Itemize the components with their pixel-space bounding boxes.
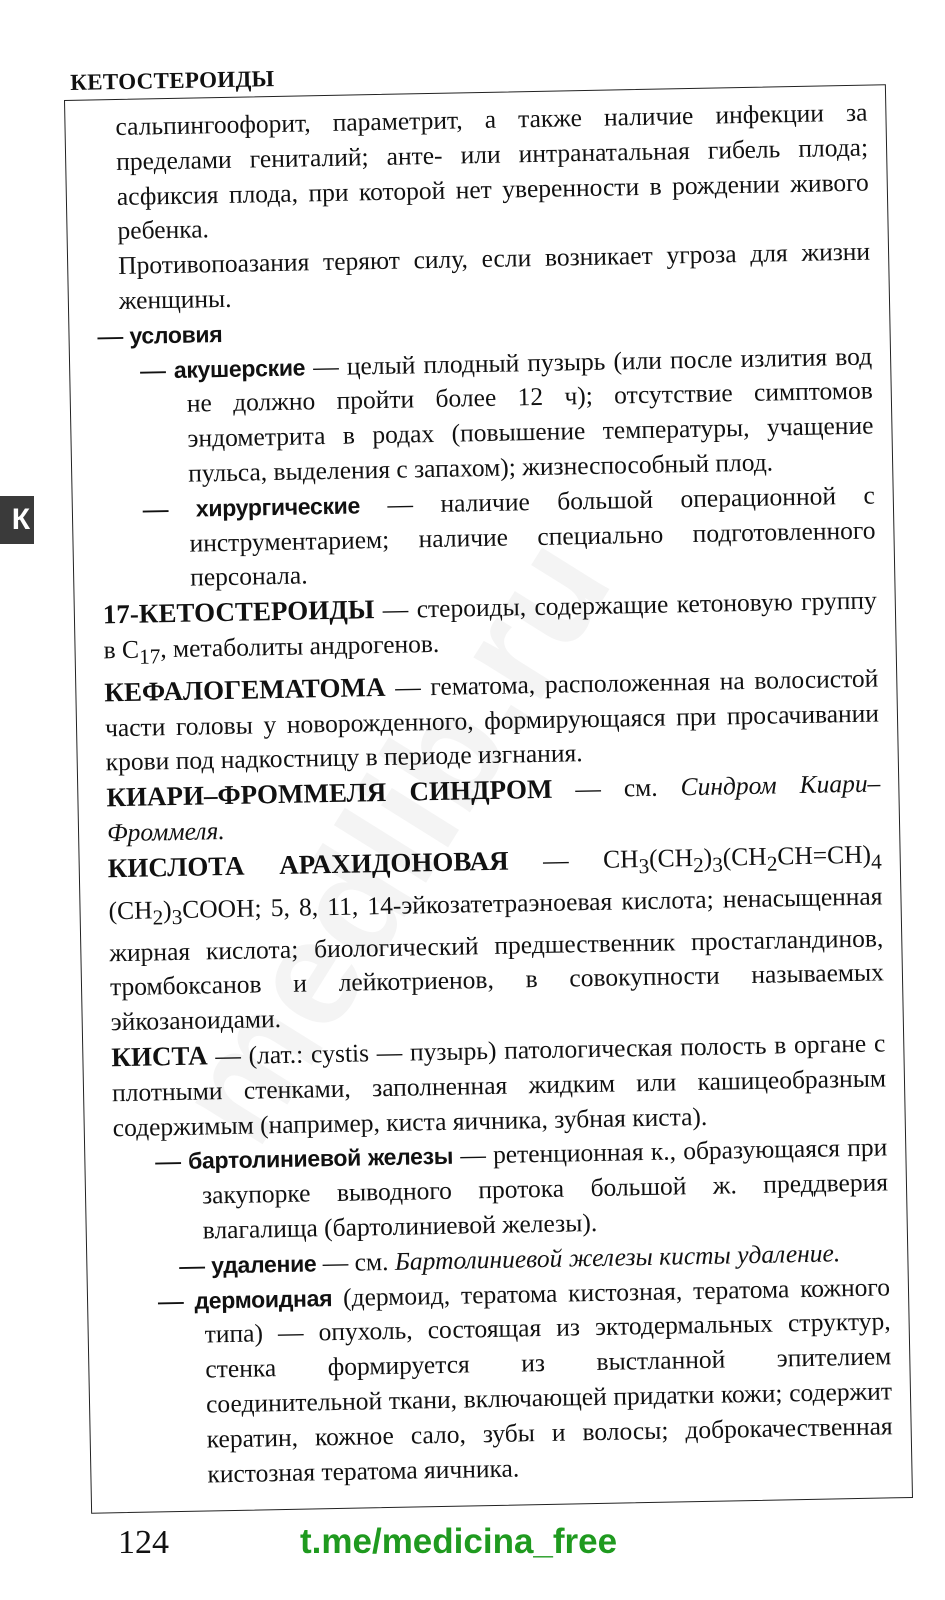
cross-reference: Синдром Киари–Фроммеля.	[106, 768, 881, 848]
term-cephalohematoma: КЕФАЛОГЕМАТОМА	[104, 671, 386, 708]
term-removal: удаление	[211, 1250, 317, 1279]
entry-obstetric: — акушерские — целый плодный пузырь (или после излития вод не должно пройти более 12 ч); отсутствие симптомов эндометрита в родах (повышение температуры, учащение пульса, выделения с запахом); жизнеспособный плод.	[139, 341, 874, 488]
entry-dermoid-cyst: — дермоидная (дермоид, тератома кистозная, тератома кожного типа) — опухоль, состоящая из эктодермальных структур, стенка формируется из выстланной эпителием соединительной ткани, включающей придатки кожи; содержит кератин, кожное сало, зубы и волосы; доброкачественная кистозная тератома яичника.	[157, 1271, 893, 1489]
entry-arachidonic-acid: КИСЛОТА АРАХИДОНОВАЯ — $СН_3(СН_2)_3(СН_2СН=СН)_4$ $(СН_2)_3СООН$; 5, 8, 11, 14-эйкозатетраэноевая кислота; ненасыщенная жирная кислота; биологический предшественник простагландинов, тромбоксанов и лейкотриенов, в совокупности называемых эйкозаноидами.	[107, 839, 885, 1037]
term-17-ketosteroids: 17-КЕТОСТЕРОИДЫ	[102, 594, 375, 630]
term-chiari-frommel: КИАРИ–ФРОММЕЛЯ СИНДРОМ	[106, 773, 553, 813]
entry-cephalohematoma: КЕФАЛОГЕМАТОМА — гематома, расположенная на волосистой части головы у новорожденного, формирующаяся при просачивании крови под надкостницу в периоде изгнания.	[104, 663, 880, 777]
entry-cyst: КИСТА — (лат.: cystis — пузырь) патологическая полость в органе с плотными стенками, заполненная жидким или кашицеобразным содержимым (например, киста яичника, зубная киста).	[111, 1028, 887, 1142]
term-dermoid: дермоидная	[194, 1284, 333, 1314]
footer-link[interactable]: t.me/medicina_free	[300, 1522, 618, 1561]
paragraph-contraindications: Противопоазания теряют силу, если возникает угроза для жизни женщины.	[117, 236, 871, 315]
paragraph-continuation: сальпингоофорит, параметрит, а также наличие инфекции за пределами гениталий; анте- или интранатальная гибель плода; асфиксия плода, при которой нет уверенности в рождении живого ребенка.	[115, 97, 869, 246]
entry-bartholin-cyst: — бартолиниевой железы — ретенционная к., образующаяся при закупорке выводного протока большой ж. преддверия влагалища (бартолиниевой железы).	[155, 1132, 889, 1245]
text-surgical: наличие большой операционной с инструментарием; наличие специально подготовленного персонала.	[189, 480, 876, 593]
entry-17-ketosteroids: 17-КЕТОСТЕРОИДЫ — стероиды, содержащие кетоновую группу в $С_{17}$, метаболиты андрогенов.	[102, 585, 878, 669]
text-obstetric: целый плодный пузырь (или после излития вод не должно пройти более 12 ч); отсутствие симптомов эндометрита в родах (повышение температуры, учащение пульса, выделения с запахом); жизнеспособный плод.	[186, 341, 874, 488]
term-conditions: условия	[129, 320, 223, 349]
term-bartholin: бартолиниевой железы	[187, 1143, 454, 1175]
page-frame	[64, 84, 913, 1514]
entry-bartholin-removal: — удаление — см. Бартолиниевой железы кисты удаление.	[179, 1238, 841, 1280]
running-title: КЕТОСТЕРОИДЫ	[70, 66, 275, 95]
chemical-formula: $СН_3(СН_2)_3(СН_2СН=СН)_4$ $(СН_2)_3СООН$;	[108, 839, 883, 930]
page-number: 124	[118, 1524, 169, 1561]
entry-chiari-frommel: КИАРИ–ФРОММЕЛЯ СИНДРОМ — см. Синдром Киари–Фроммеля.	[106, 768, 881, 848]
term-obstetric: акушерские	[173, 354, 306, 383]
entry-surgical: — хирургические — наличие большой операционной с инструментарием; наличие специально подготовленного персонала.	[142, 480, 876, 593]
term-cyst: КИСТА	[111, 1040, 208, 1073]
section-tab: К	[0, 496, 34, 544]
entry-conditions: — условия	[97, 320, 223, 351]
term-arachidonic-acid: КИСЛОТА АРАХИДОНОВАЯ	[107, 845, 509, 884]
cross-reference-removal: Бартолиниевой железы кисты удаление.	[394, 1238, 841, 1276]
term-surgical: хирургические	[195, 492, 361, 522]
dictionary-content	[93, 96, 893, 1494]
